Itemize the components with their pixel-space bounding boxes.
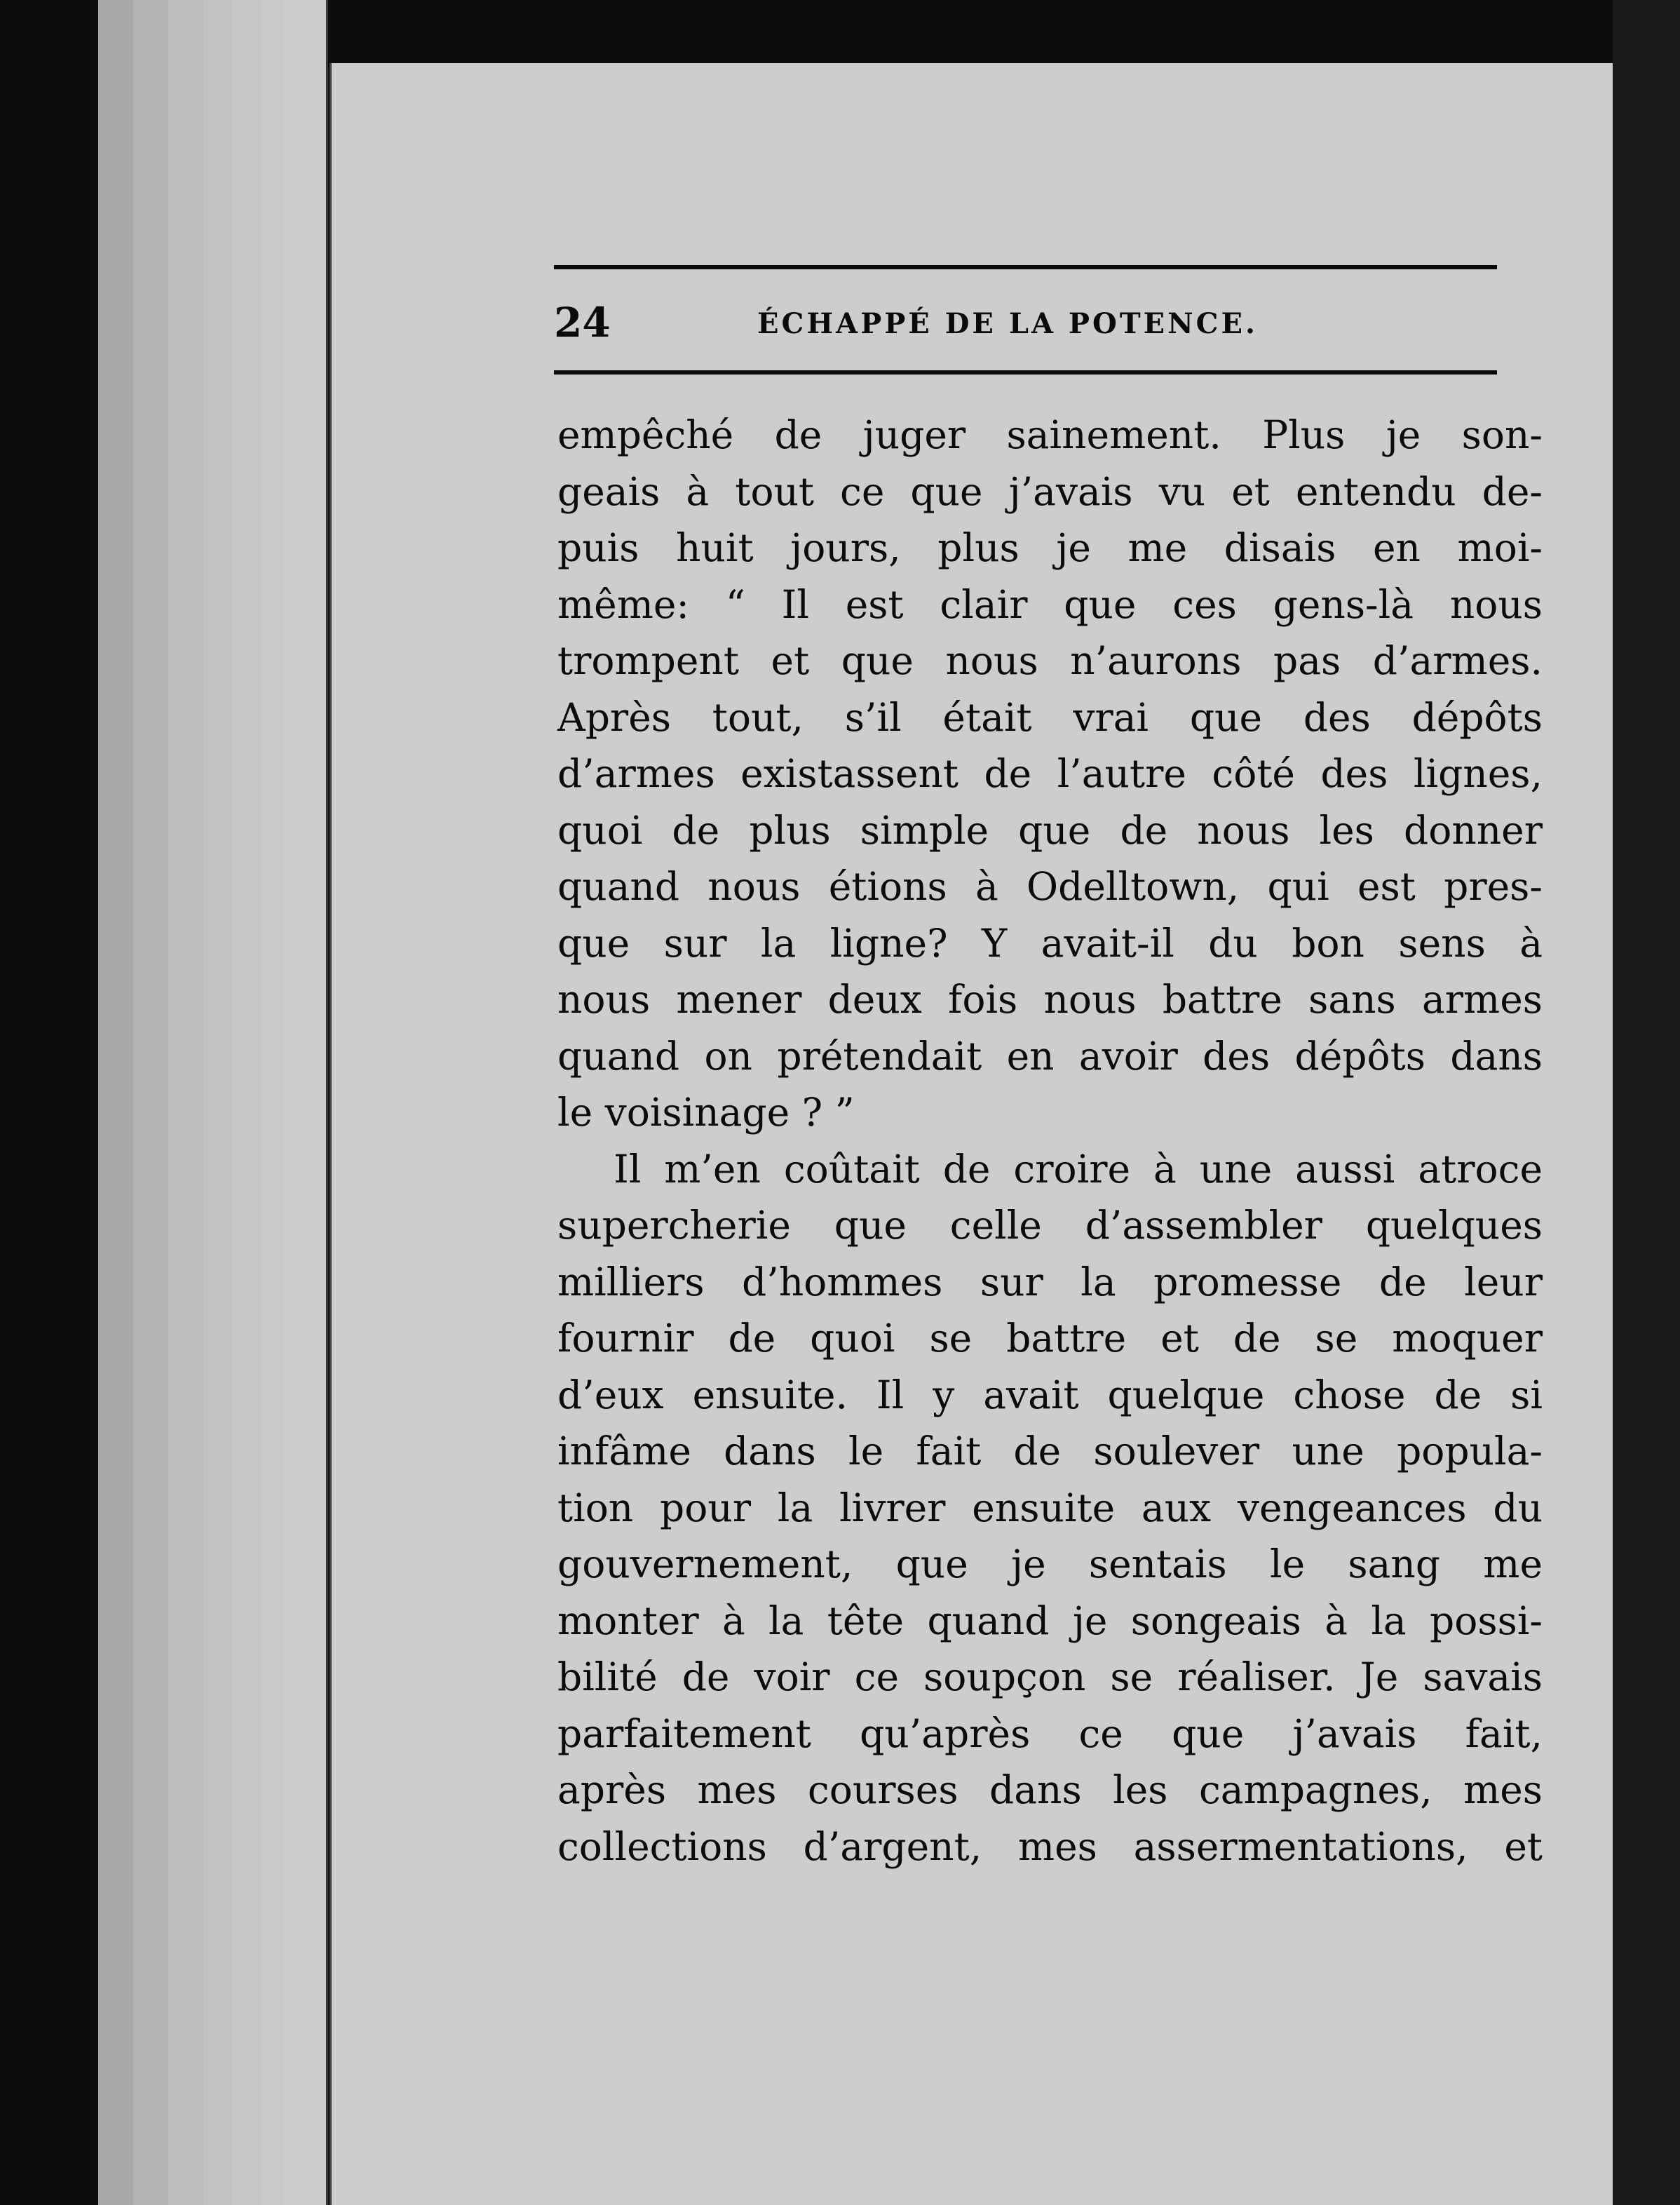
gutter-shadow bbox=[1613, 0, 1680, 2205]
text-line: quand nous étions à Odelltown, qui est pres- bbox=[557, 864, 1543, 909]
text-line: après mes courses dans les campagnes, mes bbox=[557, 1767, 1543, 1812]
text-line: Il m’en coûtait de croire à une aussi atroce bbox=[614, 1146, 1543, 1192]
text-line: d’armes existassent de l’autre côté des lignes, bbox=[557, 751, 1543, 796]
page-edge bbox=[284, 0, 328, 2205]
text-line: tion pour la livrer ensuite aux vengeances du bbox=[557, 1485, 1543, 1530]
text-line: collections d’argent, mes assermentations, et bbox=[557, 1823, 1543, 1869]
text-line: le voisinage ? ” bbox=[557, 1090, 855, 1135]
text-line: empêché de juger sainement. Plus je son- bbox=[557, 412, 1543, 457]
text-line: quoi de plus simple que de nous les donner bbox=[557, 807, 1543, 853]
text-line: trompent et que nous n’aurons pas d’armes. bbox=[557, 638, 1543, 683]
text-line: Après tout, s’il était vrai que des dépôts bbox=[557, 694, 1543, 740]
text-line: puis huit jours, plus je me disais en moi- bbox=[557, 525, 1543, 570]
text-line: fournir de quoi se battre et de se moquer bbox=[557, 1316, 1543, 1361]
text-line: parfaitement qu’après ce que j’avais fait, bbox=[557, 1711, 1543, 1756]
text-line: milliers d’hommes sur la promesse de leur bbox=[557, 1259, 1543, 1304]
running-title: ÉCHAPPÉ DE LA POTENCE. bbox=[757, 307, 1258, 340]
text-line: quand on prétendait en avoir des dépôts dans bbox=[557, 1033, 1543, 1079]
page-number: 24 bbox=[554, 299, 611, 346]
body-text bbox=[557, 407, 1543, 1875]
text-line: supercherie que celle d’assembler quelques bbox=[557, 1203, 1543, 1248]
header-rule-bottom bbox=[554, 370, 1497, 375]
text-line: d’eux ensuite. Il y avait quelque chose de si bbox=[557, 1372, 1543, 1417]
text-line: monter à la tête quand je songeais à la possi- bbox=[557, 1598, 1543, 1643]
text-line: bilité de voir ce soupçon se réaliser. Je savais bbox=[557, 1654, 1543, 1699]
running-head bbox=[554, 265, 1497, 377]
text-line: infâme dans le fait de soulever une popula- bbox=[557, 1429, 1543, 1474]
text-line: que sur la ligne? Y avait-il du bon sens à bbox=[557, 920, 1543, 966]
text-line: nous mener deux fois nous battre sans armes bbox=[557, 977, 1543, 1022]
text-line: geais à tout ce que j’avais vu et entendu de- bbox=[557, 468, 1543, 514]
text-line: même: “ Il est clair que ces gens-là nous bbox=[557, 581, 1543, 627]
text-line: gouvernement, que je sentais le sang me bbox=[557, 1542, 1543, 1586]
header-rule-top bbox=[554, 265, 1497, 269]
